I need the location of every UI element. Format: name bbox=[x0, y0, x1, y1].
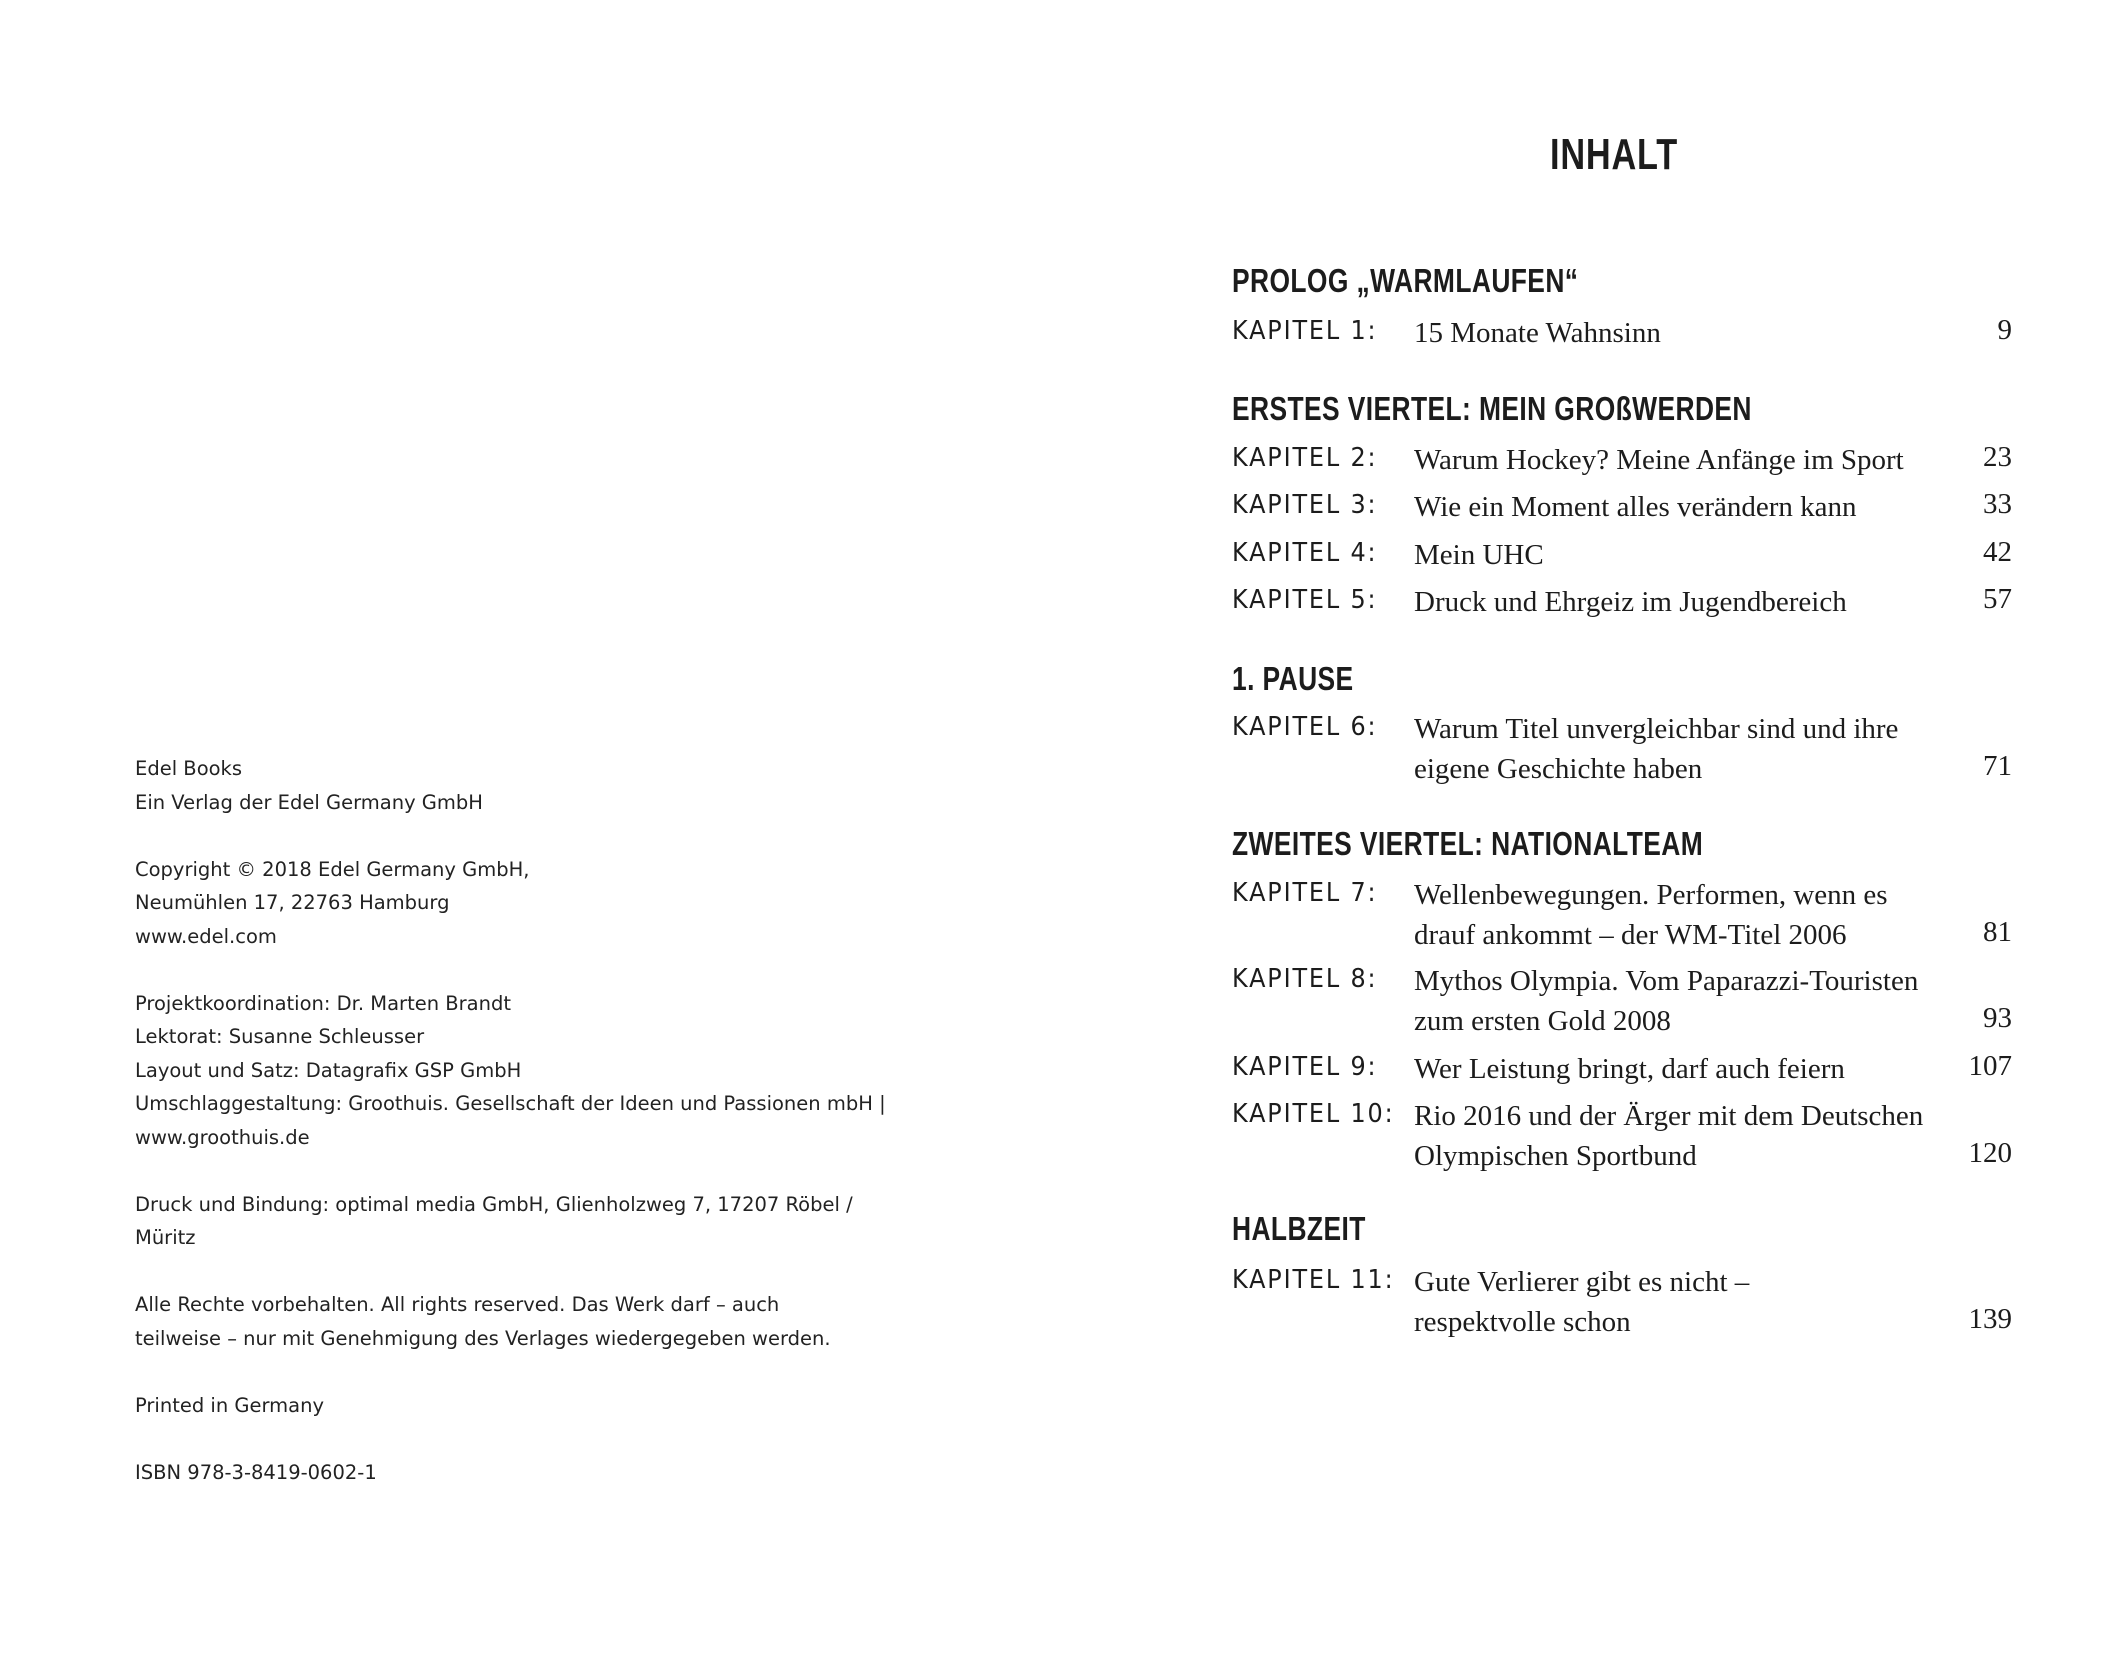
chapter-title-line: Gute Verlierer gibt es nicht – bbox=[1414, 1266, 1750, 1298]
imprint-copyright bbox=[135, 853, 935, 954]
imprint-printing bbox=[135, 1188, 935, 1255]
toc-title: INHALT bbox=[1550, 130, 1678, 179]
chapter-title bbox=[1414, 583, 1954, 623]
imprint-block bbox=[135, 752, 935, 1523]
chapter-title bbox=[1414, 1263, 1954, 1342]
chapter-title-line: Olympischen Sportbund bbox=[1414, 1139, 1697, 1172]
chapter-label: KAPITEL 3: bbox=[1232, 490, 1378, 520]
imprint-rights bbox=[135, 1288, 935, 1355]
chapter-title-line: drauf ankommt – der WM-Titel 2006 bbox=[1414, 918, 1847, 951]
toc-entry bbox=[1232, 878, 2012, 968]
chapter-label: KAPITEL 1: bbox=[1232, 316, 1378, 346]
page-number: 81 bbox=[1983, 916, 2012, 948]
chapter-title-line: Warum Titel unvergleichbar sind und ihre bbox=[1414, 713, 1899, 745]
chapter-label: KAPITEL 2: bbox=[1232, 443, 1378, 473]
page-number: 107 bbox=[1968, 1050, 2012, 1082]
page-number: 23 bbox=[1983, 441, 2012, 473]
page-number: 120 bbox=[1968, 1137, 2012, 1169]
chapter-title-line: zum ersten Gold 2008 bbox=[1414, 1004, 1671, 1037]
imprint-line: teilweise – nur mit Genehmigung des Verlages wiedergegeben werden. bbox=[135, 1326, 831, 1350]
chapter-title-line: Mythos Olympia. Vom Paparazzi-Touristen bbox=[1414, 965, 1919, 997]
chapter-title bbox=[1414, 314, 1954, 354]
chapter-title-line: Druck und Ehrgeiz im Jugendbereich bbox=[1414, 586, 1847, 618]
chapter-title-line: respektvolle schon bbox=[1414, 1305, 1631, 1338]
imprint-line: Umschlaggestaltung: Groothuis. Gesellschaft der Ideen und Passionen mbH | bbox=[135, 1092, 886, 1115]
imprint-line: Ein Verlag der Edel Germany GmbH bbox=[135, 790, 483, 814]
chapter-label: KAPITEL 6: bbox=[1232, 712, 1378, 742]
imprint-isbn bbox=[135, 1456, 935, 1490]
chapter-title bbox=[1414, 1097, 1954, 1176]
toc-entry bbox=[1232, 712, 2012, 802]
chapter-title bbox=[1414, 876, 1954, 955]
toc-entry bbox=[1232, 964, 2012, 1054]
chapter-label: KAPITEL 8: bbox=[1232, 964, 1378, 994]
imprint-line: Druck und Bindung: optimal media GmbH, Glienholzweg 7, 17207 Röbel / bbox=[135, 1192, 853, 1216]
toc-entry bbox=[1232, 1099, 2012, 1189]
chapter-title-line: Wellenbewegungen. Performen, wenn es bbox=[1414, 879, 1888, 911]
chapter-title bbox=[1414, 536, 1954, 576]
imprint-printed bbox=[135, 1389, 935, 1423]
chapter-title-line: Wie ein Moment alles verändern kann bbox=[1414, 491, 1857, 523]
chapter-title bbox=[1414, 488, 1954, 528]
chapter-title-line: eigene Geschichte haben bbox=[1414, 752, 1703, 785]
chapter-label: KAPITEL 5: bbox=[1232, 585, 1378, 615]
chapter-title bbox=[1414, 441, 1954, 481]
toc-entry bbox=[1232, 1265, 2012, 1355]
imprint-line: Müritz bbox=[135, 1226, 196, 1249]
isbn: ISBN 978-3-8419-0602-1 bbox=[135, 1460, 377, 1484]
chapter-label: KAPITEL 10: bbox=[1232, 1099, 1395, 1129]
imprint-publisher bbox=[135, 752, 935, 819]
imprint-line: Printed in Germany bbox=[135, 1393, 325, 1417]
imprint-line: Edel Books bbox=[135, 757, 243, 780]
imprint-credits bbox=[135, 987, 935, 1155]
imprint-line: www.edel.com bbox=[135, 924, 277, 948]
page-number: 42 bbox=[1983, 536, 2012, 568]
page-number: 33 bbox=[1983, 488, 2012, 520]
page-number: 9 bbox=[1997, 314, 2012, 346]
imprint-line: www.groothuis.de bbox=[135, 1125, 310, 1149]
page-number: 71 bbox=[1983, 750, 2012, 782]
section-heading: 1. PAUSE bbox=[1232, 660, 1354, 697]
chapter-title bbox=[1414, 962, 1954, 1041]
imprint-line: Copyright © 2018 Edel Germany GmbH, bbox=[135, 857, 530, 881]
section-heading: PROLOG „WARMLAUFEN“ bbox=[1232, 262, 1579, 299]
chapter-title-line: Rio 2016 und der Ärger mit dem Deutschen bbox=[1414, 1100, 1924, 1132]
section-heading: ERSTES VIERTEL: MEIN GROßWERDEN bbox=[1232, 390, 1752, 427]
imprint-line: Neumühlen 17, 22763 Hamburg bbox=[135, 891, 450, 914]
chapter-title-line: 15 Monate Wahnsinn bbox=[1414, 317, 1661, 349]
chapter-title-line: Mein UHC bbox=[1414, 539, 1544, 571]
chapter-label: KAPITEL 9: bbox=[1232, 1052, 1378, 1082]
chapter-title bbox=[1414, 710, 1954, 789]
section-heading: ZWEITES VIERTEL: NATIONALTEAM bbox=[1232, 825, 1704, 862]
chapter-label: KAPITEL 11: bbox=[1232, 1265, 1395, 1295]
imprint-line: Alle Rechte vorbehalten. All rights reserved. Das Werk darf – auch bbox=[135, 1293, 780, 1316]
chapter-label: KAPITEL 7: bbox=[1232, 878, 1378, 908]
page-number: 57 bbox=[1983, 583, 2012, 615]
chapter-title bbox=[1414, 1050, 1954, 1090]
imprint-line: Lektorat: Susanne Schleusser bbox=[135, 1025, 425, 1048]
imprint-line: Projektkoordination: Dr. Marten Brandt bbox=[135, 991, 512, 1015]
page-number: 93 bbox=[1983, 1002, 2012, 1034]
imprint-line: Layout und Satz: Datagrafix GSP GmbH bbox=[135, 1058, 522, 1082]
chapter-title-line: Wer Leistung bringt, darf auch feiern bbox=[1414, 1053, 1845, 1085]
section-heading: HALBZEIT bbox=[1232, 1210, 1366, 1247]
page-number: 139 bbox=[1968, 1303, 2012, 1335]
chapter-title-line: Warum Hockey? Meine Anfänge im Sport bbox=[1414, 444, 1904, 476]
chapter-label: KAPITEL 4: bbox=[1232, 538, 1378, 568]
